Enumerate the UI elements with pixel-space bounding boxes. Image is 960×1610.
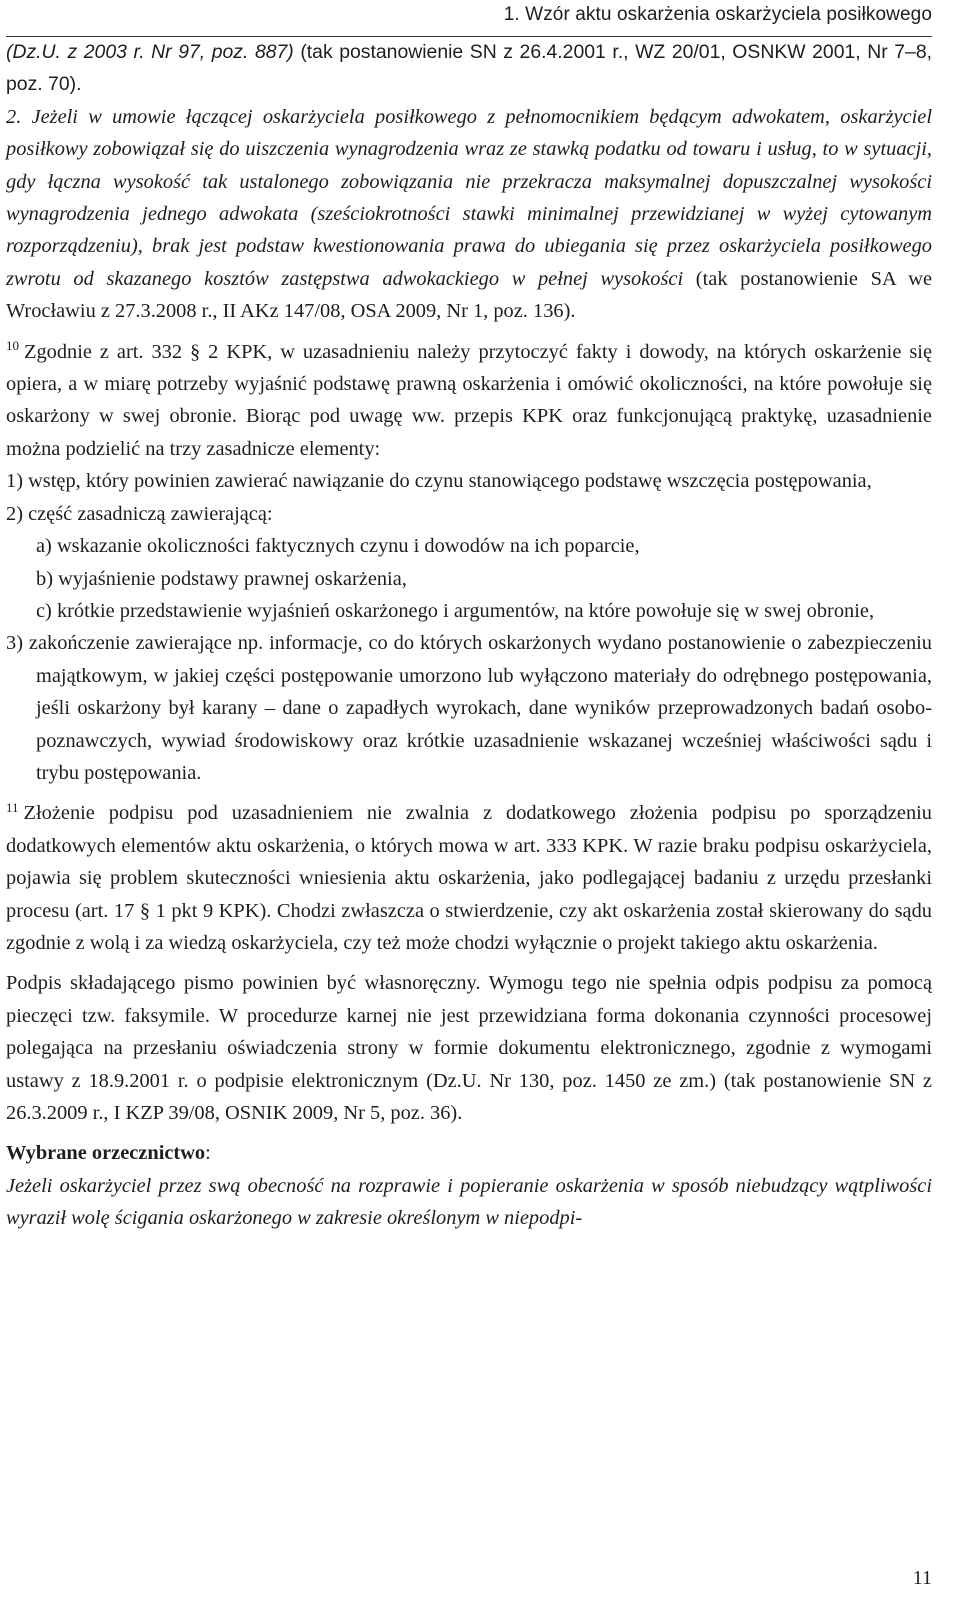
- footnote-10: [6, 336, 932, 466]
- list-item: c) krótkie przedstawienie wyjaśnień oskarżonego i argumentów, na które powołuje się w swej obronie,: [36, 599, 875, 622]
- intro-citation-rest: (tak postanowienie SN z 26.4.2001 r., WZ 20/01, OSNKW 2001, Nr 7–8, poz. 70).: [6, 41, 932, 96]
- page-number: 11: [912, 1567, 932, 1589]
- signature-paragraph: Podpis składającego pismo powinien być własnoręczny. Wymogu tego nie spełnia odpis podpisu za pomocą pieczęci tzw. faksymile. W procedurze karnej nie jest przewidziana forma dokonania czynności procesowej polegająca na przesłaniu oświadczenia strony w formie dokumentu elektronicznego, zgodnie z wymogami ustawy z 18.9.2001 r. o podpisie elektronicznym (Dz.U. Nr 130, poz. 1450 ze zm.) (tak postanowienie SN z 26.3.2009 r., I KZP 39/08, OSNIK 2009, Nr 5, poz. 36).: [6, 972, 932, 1124]
- footnote-11: [6, 797, 932, 959]
- list-item: 3) zakończenie zawierające np. informacje, co do których oskarżonych wydano postanowienie o zabezpieczeniu majątkowym, w jakiej części postępowanie umorzono lub wyłączono materiały do odrębnego postępowania, jeśli oskarżony był karany – dane o zapadłych wyrokach, dane wyników przeprowadzonych badań osobo-poznawczych, wywiad środowiskowy oraz krótkie uzasadnienie wskazanej wcześniej właściwości sądu i trybu postępowania.: [6, 632, 932, 784]
- list-item: 1) wstęp, który powinien zawierać nawiązanie do czynu stanowiącego podstawę wszczęcia postępowania,: [6, 470, 872, 493]
- case-law-title: Wybrane orzecznictwo: [6, 1142, 206, 1165]
- list-item: a) wskazanie okoliczności faktycznych czynu i dowodów na ich poparcie,: [36, 535, 640, 558]
- case-law-heading: [6, 1137, 932, 1169]
- case-law-colon: :: [205, 1142, 211, 1165]
- footnote-11-text: Złożenie podpisu pod uzasadnieniem nie zwalnia z dodatkowego złożenia podpisu po sporządzeniu dodatkowych elementów aktu oskarżenia, o których mowa w art. 333 KPK. W razie braku podpisu oskarżyciela, pojawia się problem skuteczności wniesienia aktu oskarżenia, jako podlegającej badaniu z urzędu przesłanki procesu (art. 17 § 1 pkt 9 KPK). Chodzi zwłaszcza o stwierdzenie, czy akt oskarżenia został skierowany do sądu zgodnie z wolą i za wiedzą oskarżyciela, czy też może chodzi wyłącznie o projekt takiego aktu oskarżenia.: [6, 802, 932, 954]
- running-head: 1. Wzór aktu oskarżenia oskarżyciela posiłkowego: [503, 4, 932, 25]
- footnote-10-intro: Zgodnie z art. 332 § 2 KPK, w uzasadnieniu należy przytoczyć fakty i dowody, na których oskarżenie się opiera, a w miarę potrzeby wyjaśnić podstawę prawną oskarżenia i omówić okoliczności, na które powołuje się oskarżony w swej obronie. Biorąc pod uwagę ww. przepis KPK oraz funkcjonującą praktykę, uzasadnienie można podzielić na trzy zasadnicze elementy:: [6, 340, 932, 460]
- footnote-10-number: 10: [6, 337, 19, 353]
- footnote-10-list: [6, 465, 932, 789]
- point-2-citation: (tak postanowienie SA we Wrocławiu z 27.3.2008 r., II AKz 147/08, OSA 2009, Nr 1, poz. 136).: [6, 267, 933, 323]
- point-2-text: 2. Jeżeli w umowie łączącej oskarżyciela posiłkowego z pełnomocnikiem będącym adwokatem, oskarżyciel posiłkowy zobowiązał się do uiszczenia wynagrodzenia wraz ze stawką podatku od towaru i usług, to w sytuacji, gdy łączna wysokość tak ustalonego zobowiązania nie przekracza maksymalnej dopuszczalnej wysokości wynagrodzenia jednego adwokata (sześciokrotności stawki minimalnej przewidzianej w wyżej cytowanym rozporządzeniu), brak jest podstaw kwestionowania prawa do ubiegania się przez oskarżyciela posiłkowego zwrotu od skazanego kosztów zastępstwa adwokackiego w pełnej wysokości: [6, 105, 932, 290]
- case-law-text: Jeżeli oskarżyciel przez swą obecność na rozprawie i popieranie oskarżenia w sposób niebudzący wątpliwości wyraził wolę ścigania oskarżonego w zakresie określonym w niepodpi-: [6, 1174, 932, 1230]
- intro-paragraph: [6, 36, 932, 101]
- list-item: 2) część zasadniczą zawierającą:: [6, 502, 273, 525]
- page-body: [6, 36, 932, 1235]
- intro-citation: (Dz.U. z 2003 r. Nr 97, poz. 887): [6, 41, 294, 63]
- footnote-11-number: 11: [6, 799, 19, 815]
- list-item: b) wyjaśnienie podstawy prawnej oskarżenia,: [36, 567, 407, 590]
- point-2-paragraph: [6, 101, 932, 328]
